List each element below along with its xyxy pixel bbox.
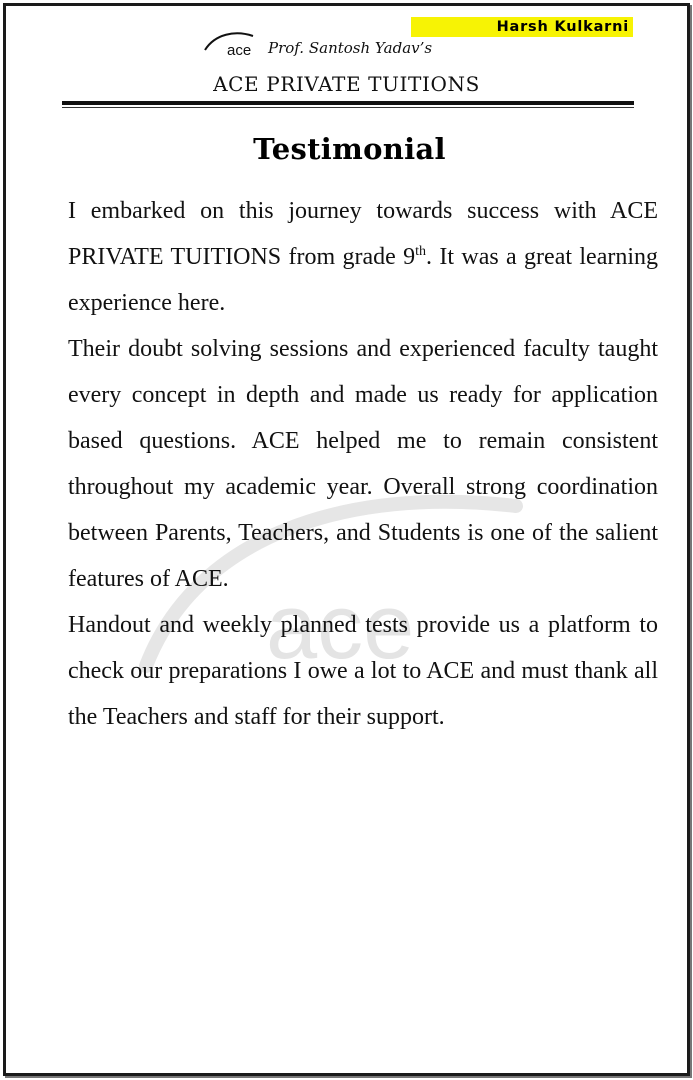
watermark-text: ace	[266, 576, 415, 678]
header-rule-thin	[62, 107, 634, 108]
paragraph-1-text-a: I embarked on this journey towards success with ACE PRIVATE TUITIONS from grade 9	[68, 198, 658, 270]
logo-text: ace	[227, 42, 252, 59]
page-title: Testimonial	[253, 132, 446, 166]
grade-superscript: th	[415, 244, 427, 259]
student-name-highlight: Harsh Kulkarni	[411, 17, 633, 37]
paragraph-3: Handout and weekly planned tests provide us a platform to check our preparations I owe a lot to ACE and must thank all the Teachers and staff for their support.	[68, 612, 658, 730]
page-border-frame	[3, 3, 690, 1076]
paragraph-2: Their doubt solving sessions and experienced faculty taught every concept in depth and made us ready for application based questions. ACE helped me to remain consistent throughout my academic year. Overall strong coordination between Parents, Teachers, and Students is one of the salient features of ACE.	[68, 336, 658, 592]
paragraph-1	[68, 188, 658, 326]
testimonial-body	[68, 188, 658, 740]
header-rule-thick	[62, 101, 634, 105]
professor-name: Prof. Santosh Yadav’s	[268, 39, 433, 57]
institute-name: ACE PRIVATE TUITIONS	[213, 72, 480, 96]
paragraph-1-text-b: . It was a great learning experience here.	[68, 244, 659, 316]
ace-logo-icon	[201, 28, 261, 64]
